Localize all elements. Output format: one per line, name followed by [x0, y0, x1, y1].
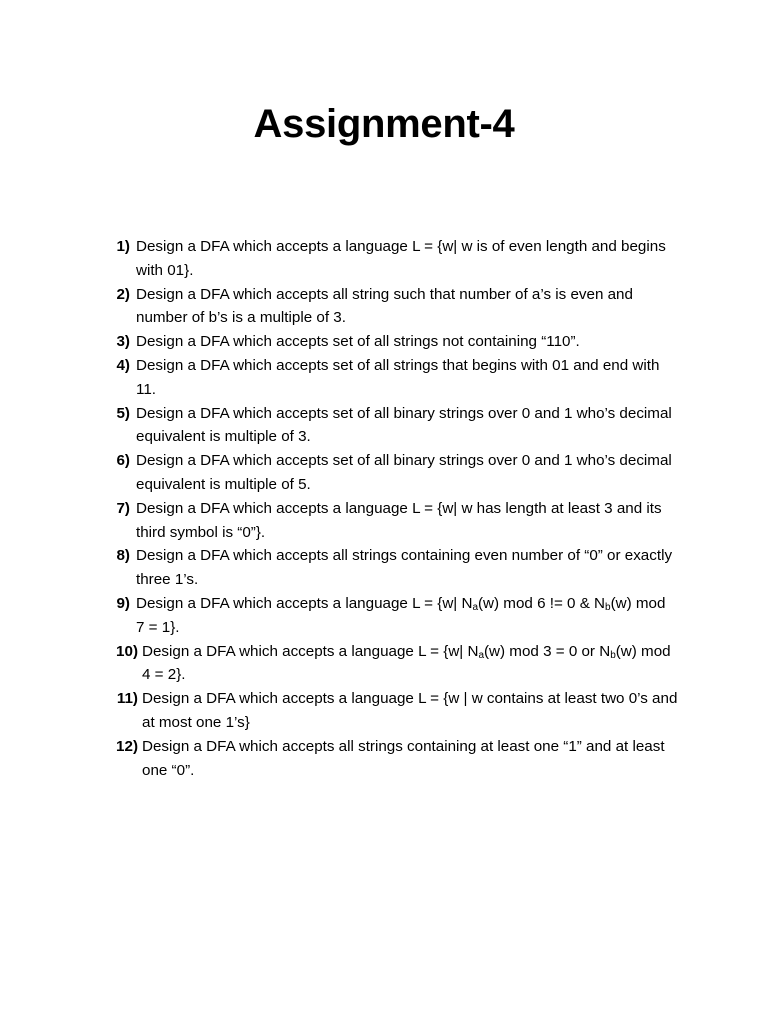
question-number: 8) — [116, 547, 130, 565]
subscript-a: a — [478, 649, 484, 661]
question-item-9 — [0, 592, 768, 640]
question-number: 2) — [116, 285, 130, 303]
question-text: Design a DFA which accepts set of all strings not containing “110”. — [136, 333, 580, 351]
question-item-8 — [0, 544, 768, 592]
question-text — [142, 643, 671, 684]
question-list — [0, 235, 768, 782]
question-number: 6) — [116, 452, 130, 470]
question-text: Design a DFA which accepts set of all binary strings over 0 and 1 who’s decimal equivalent is multiple of 5. — [136, 452, 672, 493]
question-item-7 — [0, 497, 768, 545]
question-number: 12) — [116, 737, 138, 755]
question-number: 3) — [116, 333, 130, 351]
question-number: 7) — [116, 499, 130, 517]
question-number: 5) — [116, 404, 130, 422]
question-item-1 — [0, 235, 768, 283]
question-text: Design a DFA which accepts all string such that number of a’s is even and number of b’s is a multiple of 3. — [136, 285, 633, 327]
question-number: 9) — [116, 594, 130, 612]
question-text — [136, 595, 665, 636]
question-number: 11) — [116, 690, 138, 708]
question-number: 4) — [116, 356, 130, 374]
question-text: Design a DFA which accepts all strings containing at least one “1” and at least one “0”. — [142, 737, 665, 779]
question-text-part: (w) mod 4 = 2}. — [142, 642, 671, 684]
question-text: Design a DFA which accepts a language L = {w| w has length at least 3 and its third symbol is “0”}. — [136, 499, 662, 541]
question-text: Design a DFA which accepts set of all binary strings over 0 and 1 who’s decimal equivalent is multiple of 3. — [136, 404, 672, 446]
question-item-2 — [0, 283, 768, 331]
question-text: Design a DFA which accepts set of all strings that begins with 01 and end with 11. — [136, 356, 660, 398]
document-title: Assignment-4 — [253, 102, 515, 146]
subscript-a: a — [472, 601, 478, 613]
question-text: Design a DFA which accepts a language L = {w | w contains at least two 0’s and at most one 1’s} — [142, 690, 678, 731]
subscript-b: b — [610, 649, 616, 661]
question-item-4 — [0, 354, 768, 402]
question-number: 10) — [116, 642, 138, 660]
question-number: 1) — [116, 238, 130, 255]
question-item-12 — [0, 735, 768, 783]
question-text-part: Design a DFA which accepts a language L = {w| N — [136, 594, 473, 612]
question-text-part: (w) mod 6 != 0 & N — [478, 594, 606, 612]
question-text: Design a DFA which accepts a language L = {w| w is of even length and begins with 01}. — [136, 238, 666, 279]
question-item-5 — [0, 402, 768, 450]
question-item-3 — [0, 330, 768, 354]
question-text-part: (w) mod 7 = 1}. — [136, 594, 666, 636]
question-text-part: (w) mod 3 = 0 or N — [484, 642, 611, 660]
question-text-part: Design a DFA which accepts a language L = {w| N — [142, 642, 479, 660]
question-item-10 — [0, 640, 768, 688]
question-item-11 — [0, 687, 768, 735]
question-item-6 — [0, 449, 768, 497]
subscript-b: b — [605, 601, 611, 613]
question-text: Design a DFA which accepts all strings containing even number of “0” or exactly three 1’s. — [136, 547, 673, 589]
